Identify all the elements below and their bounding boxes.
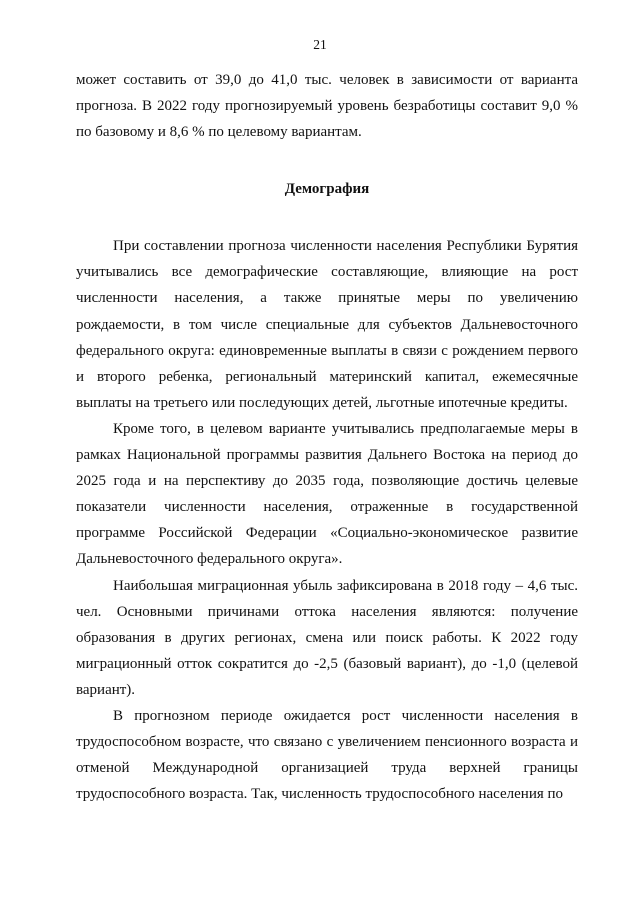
paragraph-working-age: В прогнозном периоде ожидается рост численности населения в трудоспособном возрасте, что связано с увеличением пенсионного возраста и отменой Международной организацией труда верхней границы трудоспособного возраста. Так, численность трудоспособного населения по xyxy=(76,707,578,803)
document-body xyxy=(76,67,578,807)
paragraph-migration: Наибольшая миграционная убыль зафиксирована в 2018 году – 4,6 тыс. чел. Основными причинами оттока населения являются: получение образования в других регионах, смена или поиск работы. К 2022 году миграционный отток сократится до -2,5 (базовый вариант), до -1,0 (целевой вариант). xyxy=(76,577,578,698)
page-number: 21 xyxy=(313,37,327,52)
spacer xyxy=(76,145,578,176)
intro-paragraph: может составить от 39,0 до 41,0 тыс. человек в зависимости от варианта прогноза. В 2022 году прогнозируемый уровень безработицы составит 9,0 % по базовому и 8,6 % по целевому вариантам. xyxy=(76,72,578,141)
paragraph-demographic-factors: При составлении прогноза численности населения Республики Бурятия учитывались все демографические составляющие, влияющие на рост численности населения, а также принятые меры по увеличению рождаемости, в том числе специальные для субъектов Дальневосточного федерального округа: единовременные выплаты в связи с рождением первого и второго ребенка, региональный материнский капитал, ежемесячные выплаты на третьего или последующих детей, льготные ипотечные кредиты. xyxy=(76,238,578,411)
section-heading: Демография xyxy=(284,181,370,198)
paragraph-target-variant: Кроме того, в целевом варианте учитывались предполагаемые меры в рамках Национальной программы развития Дальнего Востока на период до 2025 года и на перспективу до 2035 года, позволяющие достичь целевые показатели численности населения, отраженные в государственной программе Российской Федерации «Социально-экономическое развитие Дальневосточного федерального округа». xyxy=(76,420,578,568)
spacer xyxy=(76,202,578,233)
